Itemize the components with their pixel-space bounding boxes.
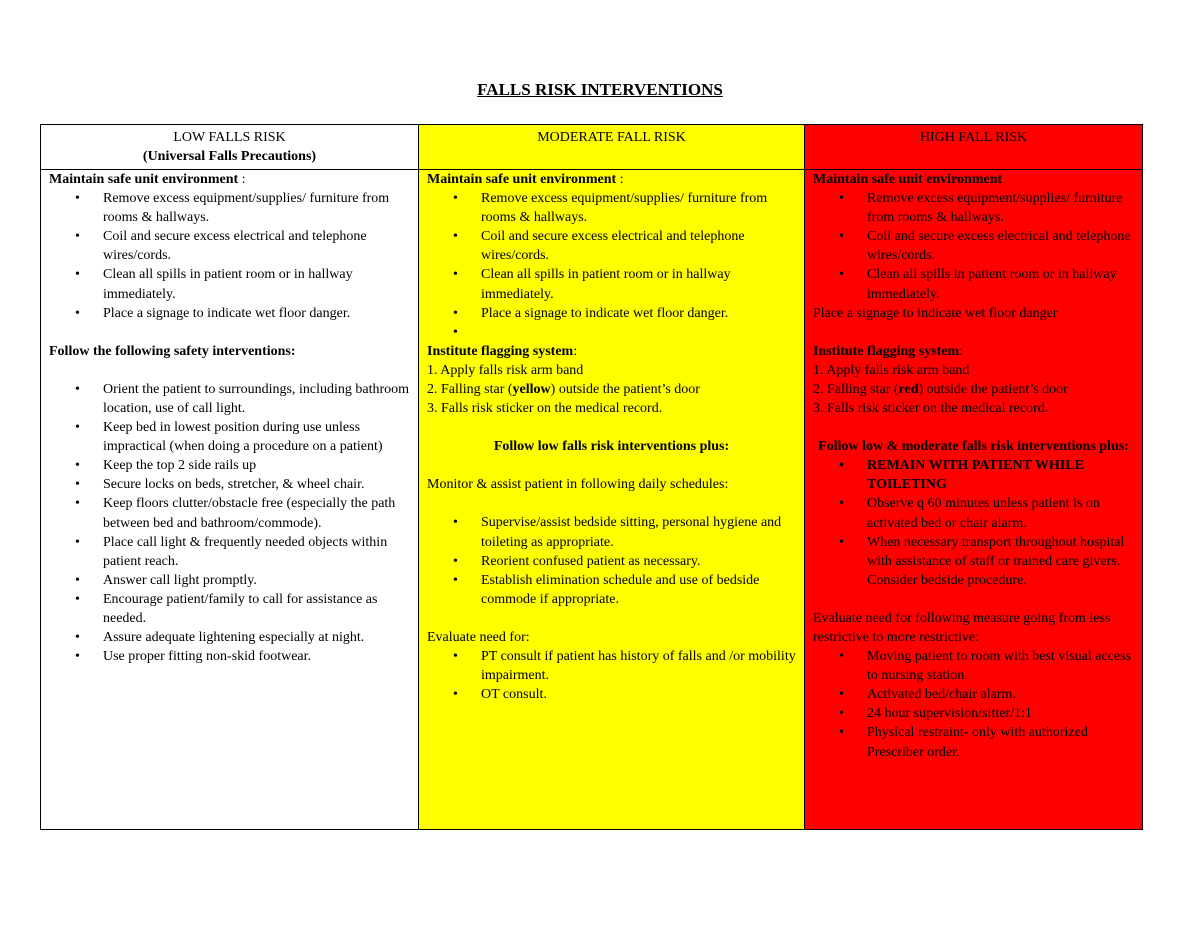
high-signage-text: Place a signage to indicate wet floor danger	[813, 305, 1058, 321]
list-item: • Establish elimination schedule and use of bedside commode if appropriate.	[427, 571, 796, 609]
low-env-heading: Maintain safe unit environment :	[49, 172, 246, 187]
list-item: • Remove excess equipment/supplies/ furniture from rooms & hallways.	[427, 189, 796, 227]
moderate-env-list	[427, 189, 796, 342]
list-item	[427, 323, 796, 342]
moderate-eval-heading: Evaluate need for:	[427, 629, 530, 645]
list-item: • 24 hour supervision/sitter/1:1	[813, 704, 1134, 723]
list-item: • OT consult.	[427, 685, 796, 704]
list-item: • Use proper fitting non-skid footwear.	[49, 647, 410, 666]
list-item: • Remove excess equipment/supplies/ furniture from rooms & hallways.	[813, 189, 1134, 227]
high-risk-column	[805, 170, 1143, 830]
high-eval-text: Evaluate need for following measure going from less restrictive to more restrictive:	[813, 610, 1111, 645]
low-risk-header	[41, 125, 419, 170]
list-item: • Keep the top 2 side rails up	[49, 456, 410, 475]
low-risk-subtitle: (Universal Falls Precautions)	[142, 149, 317, 165]
list-item: • Observe q 60 minutes unless patient is on activated bed or chair alarm.	[813, 494, 1134, 532]
high-env-heading: Maintain safe unit environment	[813, 172, 1003, 187]
list-item: • REMAIN WITH PATIENT WHILE TOILETING	[813, 456, 1134, 494]
list-item: • Clean all spills in patient room or in hallway immediately.	[49, 265, 410, 303]
low-safety-list	[49, 380, 410, 666]
moderate-risk-column	[419, 170, 805, 830]
moderate-monitor-list	[427, 513, 796, 608]
list-item: • Answer call light promptly.	[49, 571, 410, 590]
list-item: • Remove excess equipment/supplies/ furniture from rooms & hallways.	[49, 189, 410, 227]
list-item: • Keep floors clutter/obstacle free (especially the path between bed and bathroom/commode).	[49, 494, 410, 532]
moderate-env-heading: Maintain safe unit environment :	[427, 172, 624, 187]
list-item: • Place a signage to indicate wet floor danger.	[49, 304, 410, 323]
list-item: • Coil and secure excess electrical and telephone wires/cords.	[49, 227, 410, 265]
list-item: • PT consult if patient has history of falls and /or mobility impairment.	[427, 647, 796, 685]
low-risk-column	[41, 170, 419, 830]
list-item: • Coil and secure excess electrical and telephone wires/cords.	[427, 227, 796, 265]
list-item: • Reorient confused patient as necessary.	[427, 552, 796, 571]
moderate-follow-heading: Follow low falls risk interventions plus:	[493, 439, 730, 455]
list-item: • Clean all spills in patient room or in hallway immediately.	[427, 265, 796, 303]
moderate-flag-heading: Institute flagging system:	[427, 343, 578, 359]
list-item: • Keep bed in lowest position during use unless impractical (when doing a procedure on a patient)	[49, 418, 410, 456]
list-item: • Activated bed/chair alarm.	[813, 685, 1134, 704]
low-safety-heading: Follow the following safety interventions:	[49, 343, 296, 359]
high-eval-list	[813, 647, 1134, 762]
list-item: • Secure locks on beds, stretcher, & wheel chair.	[49, 475, 410, 494]
list-item: • Place a signage to indicate wet floor danger.	[427, 304, 796, 323]
list-item: • Clean all spills in patient room or in hallway immediately.	[813, 265, 1134, 303]
header-row	[41, 125, 1143, 170]
moderate-flag-1: 1. Apply falls risk arm band	[427, 362, 584, 378]
high-risk-title: HIGH FALL RISK	[919, 130, 1028, 145]
list-item: • Place call light & frequently needed objects within patient reach.	[49, 533, 410, 571]
moderate-risk-title: MODERATE FALL RISK	[537, 130, 686, 145]
high-env-list	[813, 189, 1134, 304]
list-item: • When necessary transport throughout hospital with assistance of staff or trained care givers. Consider bedside procedure.	[813, 533, 1134, 590]
high-flag-1: 1. Apply falls risk arm band	[813, 362, 970, 378]
moderate-flag-3: 3. Falls risk sticker on the medical record.	[427, 401, 663, 417]
high-plus-list	[813, 456, 1134, 590]
moderate-risk-header	[419, 125, 805, 170]
moderate-eval-list	[427, 647, 796, 704]
list-item: • Supervise/assist bedside sitting, personal hygiene and toileting as appropriate.	[427, 513, 796, 551]
high-risk-header	[805, 125, 1143, 170]
document-title: FALLS RISK INTERVENTIONS	[477, 80, 723, 99]
high-flag-2: 2. Falling star (red) outside the patient’s door	[813, 381, 1068, 397]
list-item: • Encourage patient/family to call for assistance as needed.	[49, 590, 410, 628]
moderate-monitor-text: Monitor & assist patient in following daily schedules:	[427, 477, 729, 493]
list-item: • Orient the patient to surroundings, including bathroom location, use of call light.	[49, 380, 410, 418]
high-flag-3: 3. Falls risk sticker on the medical record.	[813, 401, 1049, 417]
high-flag-heading: Institute flagging system:	[813, 343, 964, 359]
content-row	[41, 170, 1143, 830]
list-item: • Moving patient to room with best visual access to nursing station.	[813, 647, 1134, 685]
moderate-flag-2: 2. Falling star (yellow) outside the patient’s door	[427, 382, 700, 398]
list-item: • Physical restraint- only with authorized Prescriber order.	[813, 723, 1134, 761]
low-risk-title: LOW FALLS RISK	[173, 130, 286, 145]
list-item: • Assure adequate lightening especially at night.	[49, 628, 410, 647]
list-item: • Coil and secure excess electrical and telephone wires/cords.	[813, 227, 1134, 265]
low-env-list	[49, 189, 410, 323]
falls-risk-table	[40, 124, 1143, 830]
high-follow-heading: Follow low & moderate falls risk interventions plus:	[818, 439, 1129, 455]
